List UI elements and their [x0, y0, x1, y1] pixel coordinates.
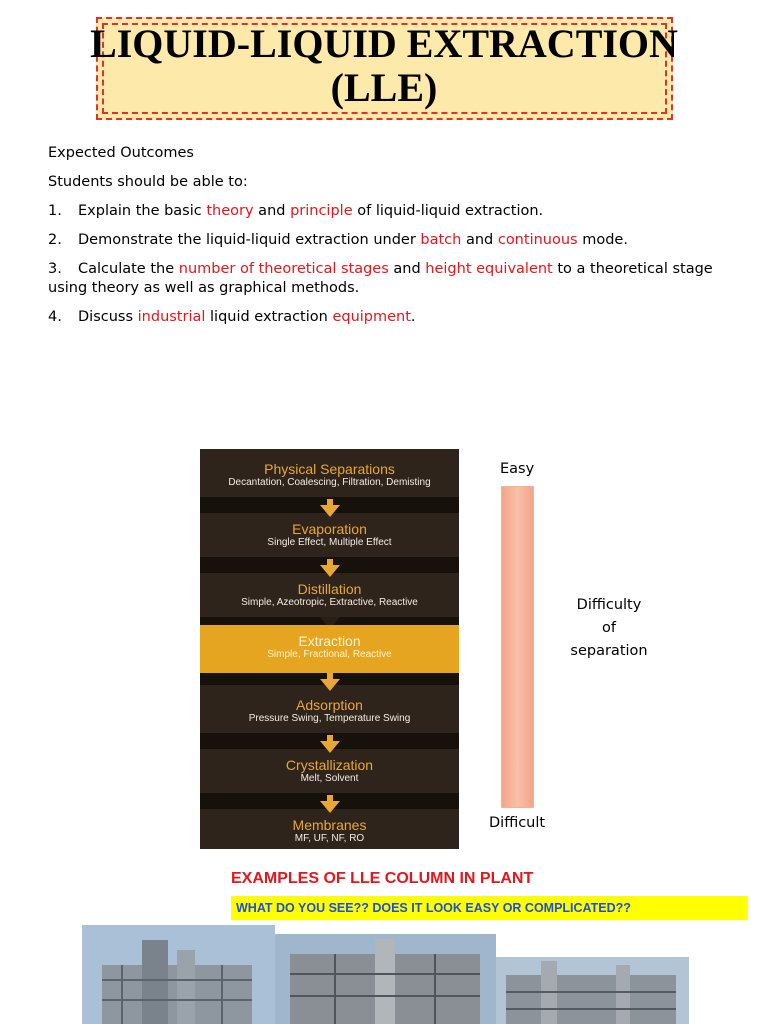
caption-line: Difficulty — [576, 597, 642, 613]
difficulty-gradient-bar — [501, 486, 534, 808]
outcome-item-3 — [48, 260, 748, 298]
stage-extraction — [200, 625, 459, 673]
title-line-1: LIQUID-LIQUID EXTRACTION — [90, 21, 678, 66]
stage-name: Distillation — [297, 581, 362, 597]
outcome-text: mode. — [577, 232, 628, 248]
stage-subtitle: Simple, Azeotropic, Extractive, Reactive — [241, 597, 418, 608]
separation-methods-diagram — [200, 449, 459, 849]
stage-subtitle: Decantation, Coalescing, Filtration, Demisting — [228, 477, 431, 488]
outcome-text: liquid extraction — [205, 309, 333, 325]
outcome-number: 2. — [48, 232, 62, 248]
stage-name: Crystallization — [285, 757, 374, 773]
outcome-text: of liquid-liquid extraction. — [352, 203, 544, 219]
examples-heading: EXAMPLES OF LLE COLUMN IN PLANT — [231, 870, 534, 887]
outcome-text: and — [388, 261, 426, 277]
stage-subtitle: Melt, Solvent — [300, 773, 359, 784]
keyword-highlight: theory — [206, 203, 254, 219]
caption-line: separation — [570, 643, 648, 659]
stage-adsorption — [200, 689, 459, 733]
stage-distillation — [200, 573, 459, 617]
outcome-text: to a theoretical stage using theory as well as graphical methods. — [48, 261, 713, 296]
easy-label: Easy — [500, 461, 535, 477]
stage-name: Physical Separations — [264, 461, 395, 477]
keyword-highlight: equipment — [332, 309, 411, 325]
outcome-text: Calculate the — [78, 261, 179, 277]
stage-subtitle: Simple, Fractional, Reactive — [267, 649, 392, 660]
title-line-2: (LLE) — [330, 65, 438, 110]
outcome-text: Demonstrate the liquid-liquid extraction under — [78, 232, 421, 248]
outcome-text: . — [410, 309, 416, 325]
stage-membranes — [200, 809, 459, 853]
keyword-highlight: batch — [420, 232, 462, 248]
outcome-number: 3. — [48, 261, 62, 277]
stage-subtitle: MF, UF, NF, RO — [294, 833, 365, 844]
stage-physical-separations — [200, 453, 459, 497]
outcome-item-4 — [48, 308, 748, 327]
stage-name: Adsorption — [296, 697, 363, 713]
outcome-item-2 — [48, 231, 748, 250]
stage-evaporation — [200, 513, 459, 557]
keyword-highlight: continuous — [497, 232, 578, 248]
stage-subtitle: Single Effect, Multiple Effect — [267, 537, 392, 548]
outcome-number: 4. — [48, 309, 62, 325]
outcome-text: Explain the basic — [78, 203, 207, 219]
expected-outcomes — [48, 144, 748, 337]
plant-photo-3 — [496, 957, 689, 1024]
keyword-highlight: height equivalent — [425, 261, 553, 277]
keyword-highlight: principle — [290, 203, 353, 219]
keyword-highlight: number of theoretical stages — [178, 261, 389, 277]
difficulty-caption — [555, 594, 663, 663]
outcome-text: and — [461, 232, 498, 248]
keyword-highlight: industrial — [137, 309, 206, 325]
stage-crystallization — [200, 749, 459, 793]
outcomes-heading: Expected Outcomes — [48, 145, 194, 161]
outcome-text: Discuss — [78, 309, 138, 325]
stage-name: Extraction — [298, 633, 361, 649]
examples-question: WHAT DO YOU SEE?? DOES IT LOOK EASY OR COMPLICATED?? — [231, 896, 748, 920]
outcomes-intro: Students should be able to: — [48, 174, 248, 190]
caption-line: of — [602, 620, 616, 636]
difficult-label: Difficult — [489, 815, 546, 831]
outcome-number: 1. — [48, 203, 62, 219]
plant-photo-2 — [275, 934, 496, 1024]
stage-subtitle: Pressure Swing, Temperature Swing — [248, 713, 411, 724]
stage-name: Membranes — [292, 817, 367, 833]
outcome-item-1 — [48, 202, 748, 221]
outcome-text: and — [253, 203, 291, 219]
page-title — [0, 22, 768, 110]
stage-name: Evaporation — [292, 521, 367, 537]
plant-photo-1 — [82, 925, 275, 1024]
